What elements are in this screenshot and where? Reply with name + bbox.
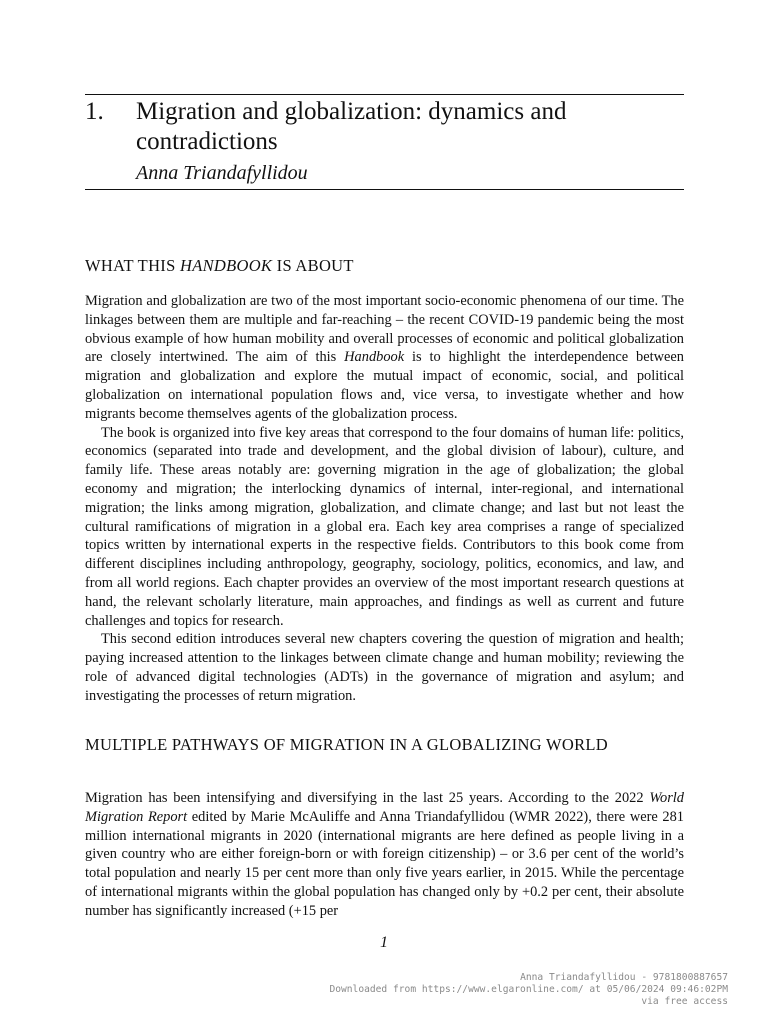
download-watermark <box>329 972 728 1008</box>
heading-text: IS ABOUT <box>272 256 354 275</box>
heading-italic-text: HANDBOOK <box>179 256 273 275</box>
page-number: 1 <box>380 934 388 951</box>
paragraph-italic-text: Handbook <box>344 349 405 366</box>
section-heading-about <box>85 256 684 276</box>
chapter-number: 1. <box>85 98 104 125</box>
bottom-rule <box>85 189 684 190</box>
chapter-author: Anna Triandafyllidou <box>136 162 308 184</box>
watermark-line: Downloaded from https://www.elgaronline.com/ at 05/06/2024 09:46:02PM <box>329 984 728 995</box>
paragraph-text: is to highlight the interdependence between migration and globalization and explore the mutual impact of economic, social, and political globalization on international population flows and, vice versa, to investigate whether and how migrants become themselves agents of the globalization process. <box>85 349 685 422</box>
heading-text: WHAT THIS <box>85 256 180 275</box>
paragraph-text: Migration and globalization are two of the most important socio-economic phenomena of our time. The linkages between them are multiple and far-reaching – the recent COVID-19 pandemic being the most obvious example of how human mobility and overall processes of economic and political globalization are closely intertwined. The aim of this <box>85 293 684 366</box>
paragraph <box>85 292 684 424</box>
section-heading-pathways: MULTIPLE PATHWAYS OF MIGRATION IN A GLOBALIZING WORLD <box>85 735 608 754</box>
paragraph: This second edition introduces several new chapters covering the question of migration and health; paying increased attention to the linkages between climate change and human mobility; reviewing the role of advanced digital technologies (ADTs) in the governance of migration and asylum; and investigating the processes of return migration. <box>85 631 684 704</box>
chapter-title: Migration and globalization: dynamics and contradictions <box>136 98 567 155</box>
watermark-line: Anna Triandafyllidou - 9781800887657 <box>520 972 728 983</box>
watermark-line: via free access <box>641 996 728 1007</box>
paragraph <box>85 789 684 921</box>
paragraph-italic-text: World Migration Report <box>85 790 684 825</box>
top-rule <box>85 94 684 95</box>
paragraph: The book is organized into five key areas that correspond to the four domains of human life: politics, economics (separated into trade and development, and the global division of labour), culture, and family life. These areas notably are: governing migration in the age of globalization; the global economy and migration; the interlocking dynamics of internal, inter-regional, and international migration; the links among migration, globalization, and climate change; and last but not least the cultural ramifications of migration in a global era. Each key area comprises a range of specialized topics written by international experts in the respective fields. Contributors to this book come from different disciplines including anthropology, geography, sociology, politics, economics, and law, and from all world regions. Each chapter provides an overview of the most important research questions at hand, the relevant scholarly literature, main approaches, and findings as well as current and future challenges and topics for research. <box>85 424 684 629</box>
paragraph-text: edited by Marie McAuliffe and Anna Triandafyllidou (WMR 2022), there were 281 million international migrants in 2020 (international migrants are here defined as people living in a given country who are either foreign-born or with foreign citizenship) – or 3.6 per cent of the world’s total population and nearly 15 per cent more than only five years earlier, in 2015. While the percentage of international migrants within the global population has changed only by +0.2 per cent, their absolute number has significantly increased (+15 per <box>85 808 684 919</box>
section-body-about <box>85 292 684 706</box>
paragraph-text: Migration has been intensifying and diversifying in the last 25 years. According to the 2022 <box>85 790 650 806</box>
section-body-pathways <box>85 789 684 921</box>
